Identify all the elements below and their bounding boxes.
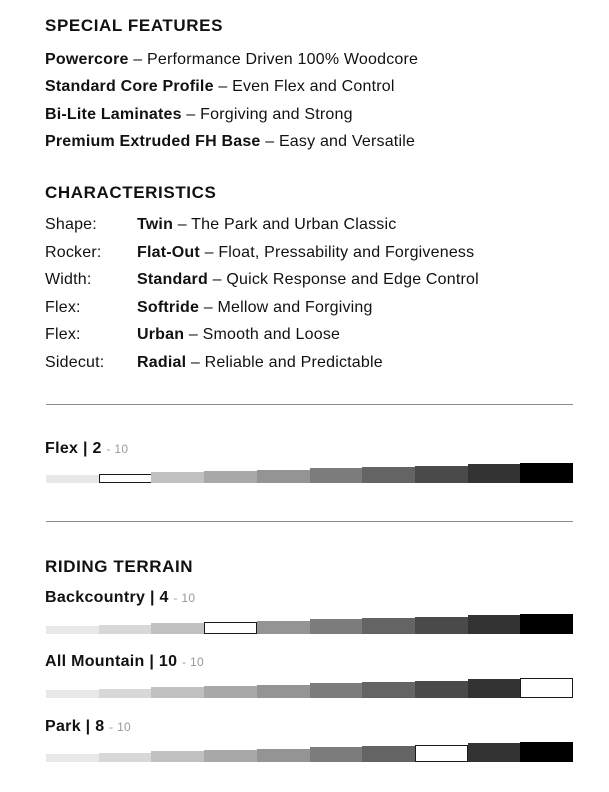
scale-label: Park bbox=[45, 718, 81, 735]
characteristic-desc: Float, Pressability and Forgiveness bbox=[218, 244, 475, 261]
scale-pipe: | bbox=[149, 589, 160, 606]
scale-pipe: | bbox=[82, 440, 93, 457]
scale-segment-selected bbox=[415, 745, 468, 762]
characteristic-label: Width: bbox=[45, 271, 92, 288]
feature-line bbox=[45, 51, 418, 69]
scale-segment-7 bbox=[362, 682, 415, 698]
feature-line bbox=[45, 78, 395, 96]
scale-segment-6 bbox=[310, 747, 363, 762]
scale-segment-2 bbox=[99, 689, 152, 698]
scale-max: - 10 bbox=[109, 720, 132, 734]
scale-pipe: | bbox=[85, 718, 96, 735]
scale-segment-9 bbox=[468, 464, 521, 483]
scale-segment-6 bbox=[310, 468, 363, 483]
scale-segment-9 bbox=[468, 743, 521, 762]
scale-segment-4 bbox=[204, 750, 257, 762]
characteristic-value-line: Urban – Smooth and Loose bbox=[137, 326, 341, 343]
scale-value: 4 bbox=[159, 589, 169, 606]
characteristic-row bbox=[45, 354, 565, 374]
scale-segment-6 bbox=[310, 683, 363, 698]
characteristic-row bbox=[45, 299, 565, 319]
feature-line bbox=[45, 133, 415, 151]
characteristic-value: Standard bbox=[137, 271, 208, 288]
scale-segment-selected bbox=[520, 678, 573, 698]
scale-segment-9 bbox=[468, 679, 521, 698]
scale-value: 10 bbox=[158, 653, 178, 670]
terrain-scale-title bbox=[45, 653, 204, 671]
scale-segment-9 bbox=[468, 615, 521, 634]
scale-segment-5 bbox=[257, 470, 310, 483]
characteristic-label: Shape: bbox=[45, 216, 97, 233]
feature-separator: – bbox=[186, 106, 201, 123]
characteristic-value: Flat-Out bbox=[137, 244, 200, 261]
characteristic-row bbox=[45, 326, 565, 346]
park-scale bbox=[46, 742, 573, 762]
characteristic-value-line: Flat-Out – Float, Pressability and Forgiveness bbox=[137, 244, 475, 261]
characteristic-label: Rocker: bbox=[45, 244, 102, 261]
scale-segment-7 bbox=[362, 746, 415, 762]
divider bbox=[46, 521, 573, 522]
feature-separator: – bbox=[218, 78, 233, 95]
scale-max: - 10 bbox=[182, 655, 204, 669]
feature-name: Standard Core Profile bbox=[45, 78, 214, 95]
scale-segment-selected bbox=[99, 474, 152, 483]
scale-segment-5 bbox=[257, 749, 310, 762]
scale-segment-5 bbox=[257, 621, 310, 634]
characteristic-row bbox=[45, 216, 565, 236]
scale-segment-2 bbox=[99, 753, 152, 762]
characteristic-desc: The Park and Urban Classic bbox=[191, 216, 397, 233]
feature-desc: Easy and Versatile bbox=[278, 133, 416, 150]
scale-segment-2 bbox=[99, 625, 152, 634]
characteristic-desc: Mellow and Forgiving bbox=[217, 299, 373, 316]
scale-pipe: | bbox=[149, 653, 159, 670]
feature-desc: Forgiving and Strong bbox=[200, 106, 353, 123]
terrain-scale-title bbox=[45, 589, 195, 607]
scale-max-value: 10 bbox=[117, 720, 132, 734]
characteristic-value-line: Radial – Reliable and Predictable bbox=[137, 354, 383, 371]
characteristic-desc: Reliable and Predictable bbox=[204, 354, 383, 371]
scale-segment-8 bbox=[415, 681, 468, 698]
scale-segment-4 bbox=[204, 686, 257, 698]
scale-segment-10 bbox=[520, 614, 573, 634]
scale-segment-1 bbox=[46, 626, 99, 634]
scale-segment-8 bbox=[415, 617, 468, 634]
characteristic-row bbox=[45, 244, 565, 264]
scale-label: Flex bbox=[45, 440, 79, 457]
scale-segment-5 bbox=[257, 685, 310, 698]
scale-segment-1 bbox=[46, 475, 99, 483]
scale-max-value: 10 bbox=[189, 655, 204, 669]
riding-terrain-heading: RIDING TERRAIN bbox=[45, 557, 194, 576]
scale-max: - 10 bbox=[106, 442, 129, 456]
scale-segment-3 bbox=[151, 751, 204, 762]
characteristic-value-line: Softride – Mellow and Forgiving bbox=[137, 299, 373, 316]
scale-segment-3 bbox=[151, 687, 204, 698]
scale-max-value: 10 bbox=[181, 591, 196, 605]
feature-desc: Performance Driven 100% Woodcore bbox=[147, 51, 419, 68]
all-mountain-scale bbox=[46, 678, 573, 698]
characteristic-value: Urban bbox=[137, 326, 185, 343]
characteristic-label: Flex: bbox=[45, 299, 81, 316]
feature-name: Powercore bbox=[45, 51, 129, 68]
scale-segment-10 bbox=[520, 463, 573, 483]
feature-separator: – bbox=[265, 133, 279, 150]
scale-max-value: 10 bbox=[114, 442, 129, 456]
characteristic-desc: Smooth and Loose bbox=[202, 326, 341, 343]
characteristic-value-line: Standard – Quick Response and Edge Control bbox=[137, 271, 479, 288]
characteristic-value: Twin bbox=[137, 216, 174, 233]
scale-segment-10 bbox=[520, 742, 573, 762]
flex-scale bbox=[46, 463, 573, 483]
scale-segment-selected bbox=[204, 622, 257, 634]
scale-segment-3 bbox=[151, 623, 204, 634]
feature-name: Bi-Lite Laminates bbox=[45, 106, 182, 123]
characteristic-value: Radial bbox=[137, 354, 187, 371]
scale-segment-4 bbox=[204, 471, 257, 483]
feature-line bbox=[45, 106, 353, 124]
feature-desc: Even Flex and Control bbox=[232, 78, 395, 95]
backcountry-scale bbox=[46, 614, 573, 634]
special-features-heading: SPECIAL FEATURES bbox=[45, 16, 224, 35]
characteristic-value-line: Twin – The Park and Urban Classic bbox=[137, 216, 397, 233]
scale-max: - 10 bbox=[173, 591, 196, 605]
characteristic-value: Softride bbox=[137, 299, 200, 316]
characteristic-row bbox=[45, 271, 565, 291]
scale-segment-3 bbox=[151, 472, 204, 483]
scale-segment-1 bbox=[46, 690, 99, 698]
flex-scale-title bbox=[45, 440, 128, 458]
feature-name: Premium Extruded FH Base bbox=[45, 133, 261, 150]
feature-separator: – bbox=[133, 51, 148, 68]
characteristic-desc: Quick Response and Edge Control bbox=[226, 271, 479, 288]
scale-segment-1 bbox=[46, 754, 99, 762]
scale-value: 8 bbox=[95, 718, 105, 735]
scale-label: Backcountry bbox=[45, 589, 146, 606]
characteristic-label: Sidecut: bbox=[45, 354, 105, 371]
scale-value: 2 bbox=[92, 440, 102, 457]
terrain-scale-title bbox=[45, 718, 131, 736]
scale-segment-6 bbox=[310, 619, 363, 634]
divider bbox=[46, 404, 573, 405]
scale-segment-7 bbox=[362, 467, 415, 483]
characteristic-label: Flex: bbox=[45, 326, 81, 343]
characteristics-heading: CHARACTERISTICS bbox=[45, 183, 217, 202]
scale-label: All Mountain bbox=[45, 653, 145, 670]
scale-segment-8 bbox=[415, 466, 468, 483]
scale-segment-7 bbox=[362, 618, 415, 634]
